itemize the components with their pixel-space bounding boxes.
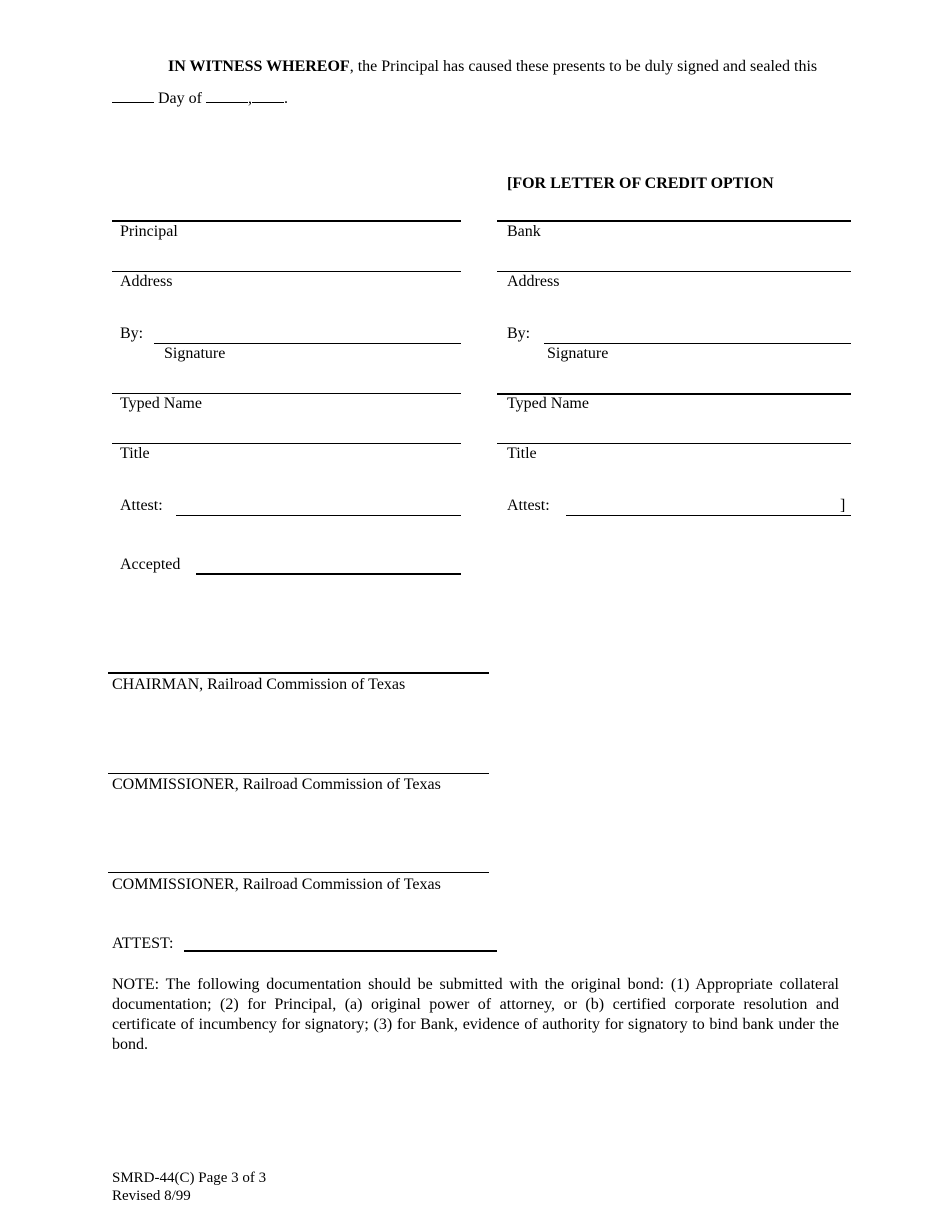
revised-date: Revised 8/99	[112, 1188, 191, 1204]
accepted-line[interactable]	[196, 573, 461, 575]
year-blank[interactable]	[252, 88, 284, 103]
date-period: .	[283, 90, 288, 107]
bank-title-label: Title	[507, 445, 537, 462]
principal-signature-line[interactable]	[154, 343, 461, 344]
commissioner-2-line[interactable]	[108, 872, 489, 873]
principal-title-line[interactable]	[112, 443, 461, 444]
form-id: SMRD-44(C) Page 3 of 3	[112, 1170, 267, 1186]
day-blank[interactable]	[112, 88, 154, 103]
bank-by-label: By:	[507, 325, 531, 342]
witness-date-line	[112, 88, 288, 107]
accepted-label: Accepted	[120, 556, 181, 573]
principal-address-line[interactable]	[112, 271, 461, 272]
witness-text: , the Principal has caused these presents to be duly signed and sealed this	[349, 58, 818, 75]
bank-attest-line[interactable]	[566, 515, 851, 516]
witness-lead: IN WITNESS WHEREOF	[168, 58, 350, 75]
date-comma: ,	[247, 90, 252, 107]
principal-title-label: Title	[120, 445, 150, 462]
loc-heading: [FOR LETTER OF CREDIT OPTION	[507, 175, 774, 192]
principal-attest-label: Attest:	[120, 497, 163, 514]
principal-line[interactable]	[112, 220, 461, 222]
commissioner-1-label: COMMISSIONER, Railroad Commission of Texas	[112, 776, 441, 793]
chairman-label: CHAIRMAN, Railroad Commission of Texas	[112, 676, 406, 693]
bank-title-line[interactable]	[497, 443, 851, 444]
commission-attest-line[interactable]	[184, 950, 497, 952]
commission-attest-label: ATTEST:	[112, 935, 174, 952]
bank-signature-label: Signature	[547, 345, 609, 362]
bank-signature-line[interactable]	[544, 343, 851, 344]
bank-label: Bank	[507, 223, 541, 240]
principal-address-label: Address	[120, 273, 173, 290]
chairman-line[interactable]	[108, 672, 489, 674]
principal-typed-name-line[interactable]	[112, 393, 461, 394]
day-of-label: Day of	[158, 90, 202, 107]
witness-line	[168, 59, 817, 75]
principal-typed-name-label: Typed Name	[120, 395, 202, 412]
bank-typed-name-label: Typed Name	[507, 395, 589, 412]
principal-label: Principal	[120, 223, 178, 240]
principal-by-label: By:	[120, 325, 144, 342]
bank-address-line[interactable]	[497, 271, 851, 272]
documentation-note: NOTE: The following documentation should be submitted with the original bond: (1) Appropriate collateral documentation; (2) for Principal, (a) original power of attorney, or (b) certified corporate resolution and certificate of incumbency for signatory; (3) for Bank, evidence of authority for signatory to bind bank under the bond.	[112, 976, 839, 1053]
bank-attest-label: Attest:	[507, 497, 550, 514]
principal-signature-label: Signature	[164, 345, 226, 362]
bank-line[interactable]	[497, 220, 851, 222]
bank-close-bracket: ]	[840, 497, 846, 514]
commissioner-2-label: COMMISSIONER, Railroad Commission of Texas	[112, 876, 441, 893]
commissioner-1-line[interactable]	[108, 773, 489, 774]
month-blank[interactable]	[206, 88, 248, 103]
bank-address-label: Address	[507, 273, 560, 290]
principal-attest-line[interactable]	[176, 515, 461, 516]
